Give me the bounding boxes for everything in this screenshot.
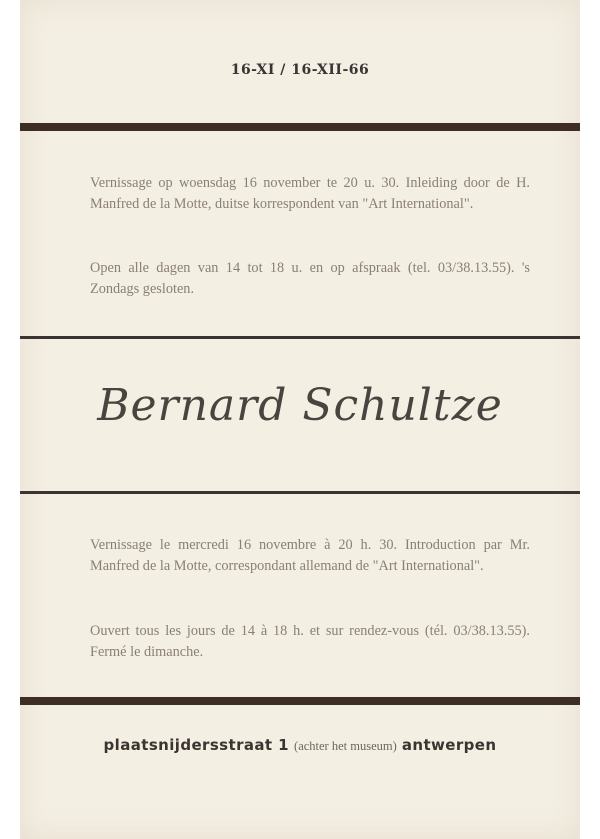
dutch-hours-text: Open alle dagen van 14 tot 18 u. en op afspraak (tel. 03/38.13.55). 's Zondags gesloten. xyxy=(90,260,530,297)
lower-thin-rule xyxy=(20,491,580,494)
artist-name: Bernard Schultze xyxy=(97,380,503,431)
dutch-opening-text: Vernissage op woensdag 16 november te 20 u. 30. Inleiding door de H. Manfred de la Motte, duitse korrespondent van "Art International". xyxy=(90,175,530,212)
address-line xyxy=(20,735,580,754)
exhibition-dates: 16-XI / 16-XII-66 xyxy=(230,62,370,78)
bottom-thick-rule xyxy=(20,697,580,705)
upper-thin-rule xyxy=(20,336,580,339)
location-note: (achter het museum) xyxy=(294,739,397,753)
city-name: antwerpen xyxy=(401,736,497,754)
street-address: plaatsnijdersstraat 1 xyxy=(103,736,289,754)
french-opening-text: Vernissage le mercredi 16 novembre à 20 h. 30. Introduction par Mr. Manfred de la Motte, correspondant allemand de "Art International". xyxy=(90,537,530,574)
french-hours-text: Ouvert tous les jours de 14 à 18 h. et sur rendez-vous (tél. 03/38.13.55). Fermé le dimanche. xyxy=(90,623,530,660)
top-thick-rule xyxy=(20,123,580,131)
